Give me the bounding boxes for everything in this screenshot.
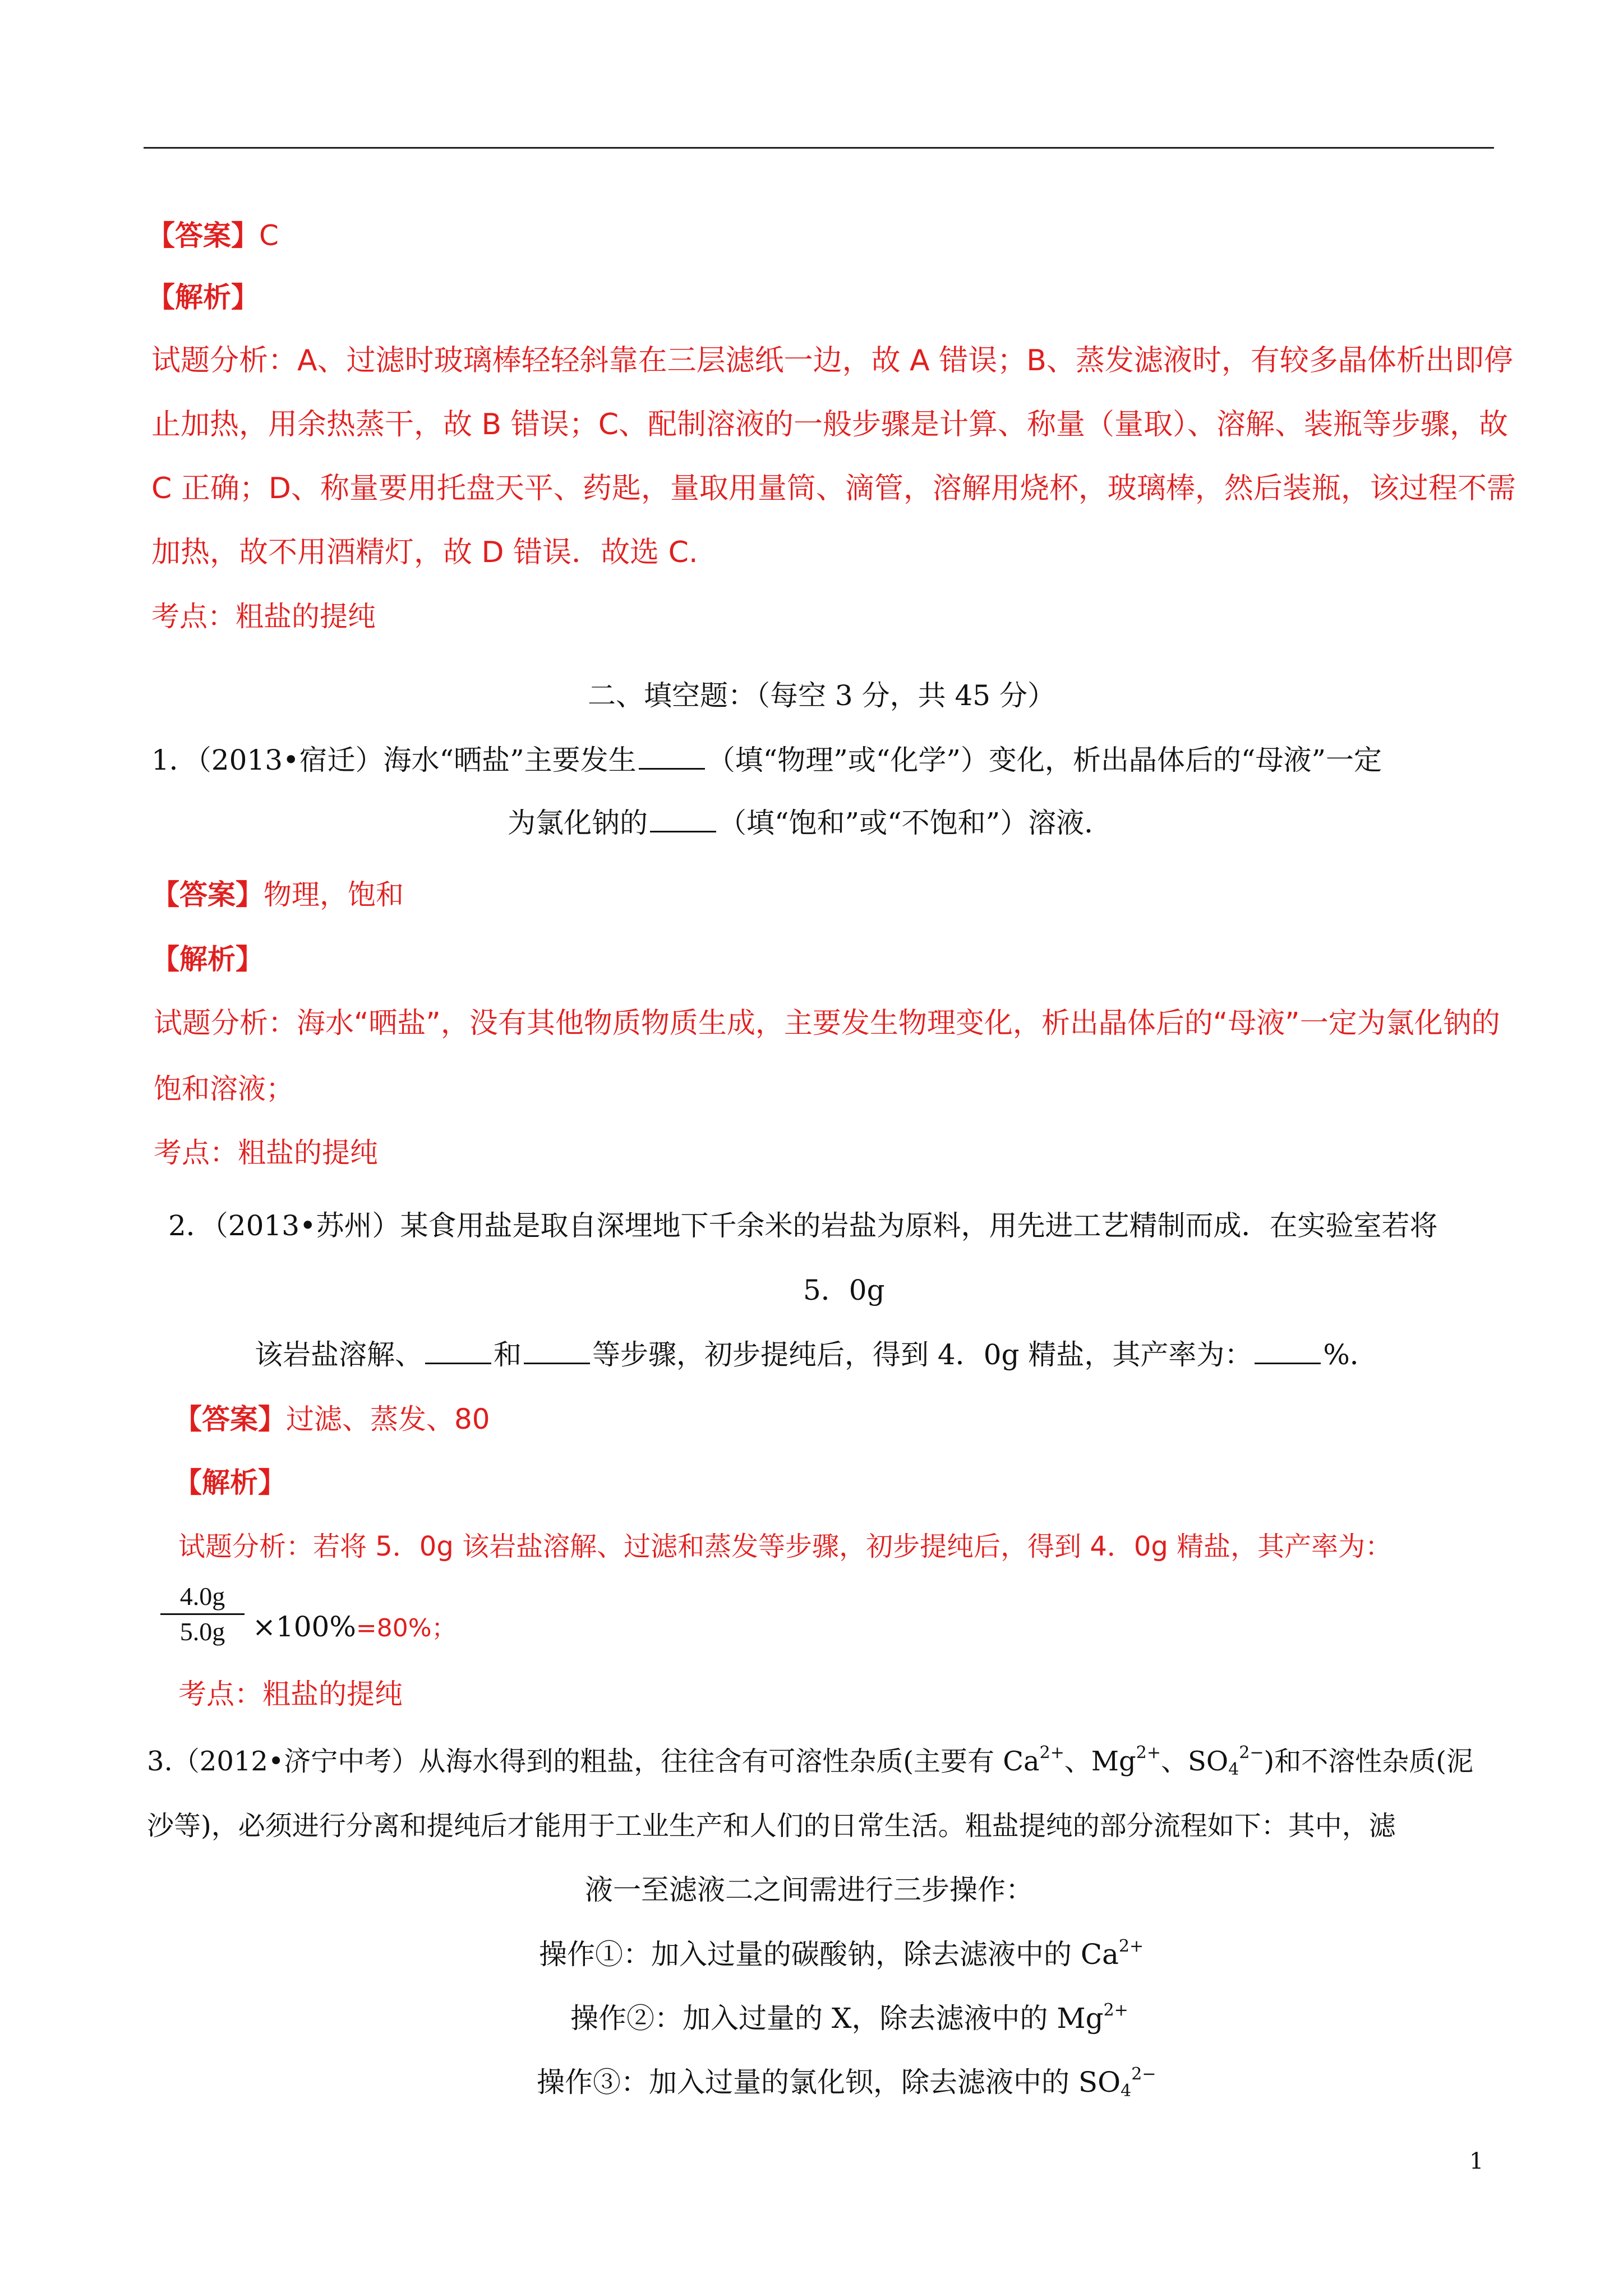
analysis-label: 【解析】	[147, 281, 259, 314]
analysis-line: 试题分析：海水“晒盐”，没有其他物质物质生成，主要发生物理变化，析出晶体后的“母液”一定为氯化钠的	[154, 1007, 1500, 1040]
answer-blank	[639, 746, 705, 770]
analysis-line: 止加热，用余热蒸干，故 B 错误；C、配制溶液的一般步骤是计算、称量（量取）、溶解、装瓶等步骤，故	[151, 408, 1509, 441]
question-2-line-3: 该岩盐溶解、 和 等步骤，初步提纯后，得到 4．0g 精盐，其产率为： %．	[255, 1338, 1378, 1371]
answer-line	[174, 1400, 490, 1439]
question-3-line-2: 沙等)，必须进行分离和提纯后才能用于工业生产和人们的日常生活。粗盐提纯的部分流程如下：其中，滤	[147, 1810, 1396, 1842]
analysis-label: 【解析】	[174, 1466, 286, 1499]
answer-label: 【答案】	[151, 878, 264, 911]
question-1-line-1: 1．（2013•宿迁）海水“晒盐”主要发生 （填“物理”或“化学”）变化，析出晶体后的“母液”一定	[151, 744, 1382, 776]
fraction-tail: ×100%=80%；	[252, 1611, 457, 1643]
question-1-line-2: 为氯化钠的 （填“饱和”或“不饱和”）溶液．	[508, 807, 1113, 839]
section-title: 二、填空题：（每空 3 分，共 45 分）	[588, 679, 1056, 712]
answer-label: 【答案】	[147, 219, 259, 252]
analysis-line: 试题分析：若将 5．0g 该岩盐溶解、过滤和蒸发等步骤，初步提纯后，得到 4．0g 精盐，其产率为：	[178, 1531, 1393, 1562]
analysis-line: 饱和溶液；	[154, 1073, 294, 1105]
analysis-line: C 正确；D、称量要用托盘天平、药匙，量取用量筒、滴管，溶解用烧杯，玻璃棒，然后装瓶，该过程不需	[151, 472, 1516, 505]
header-rule	[144, 147, 1494, 149]
fraction-numerator: 4.0g	[179, 1582, 225, 1611]
operation-2: 操作②：加入过量的 X，除去滤液中的 $Mg^{2+}$	[570, 2000, 1128, 2035]
question-2-line-1: 2．（2013•苏州）某食用盐是取自深埋地下千余米的岩盐为原料，用先进工艺精制而成．在实验室若将	[168, 1209, 1438, 1242]
answer-line	[151, 875, 404, 914]
operation-3: 操作③：加入过量的氯化钡，除去滤液中的 $SO_4^{2-}$	[537, 2064, 1156, 2101]
question-3-line-3: 液一至滤液二之间需进行三步操作：	[585, 1874, 1034, 1906]
question-3-line-1: 3.（2012•济宁中考）从海水得到的粗盐，往往含有可溶性杂质(主要有 $Ca^{2+}$、$Mg^{2+}$、$SO_4^{2-}$)和不溶性杂质(泥	[147, 1743, 1474, 1779]
analysis-line: 加热，故不用酒精灯，故 D 错误．故选 C.	[151, 536, 698, 569]
answer-blank	[425, 1340, 491, 1364]
answer-value: 物理，饱和	[264, 878, 404, 911]
answer-value: C	[259, 219, 279, 252]
fraction-denominator: 5.0g	[179, 1617, 225, 1646]
page-number: 1	[1469, 2148, 1484, 2174]
answer-label: 【答案】	[174, 1403, 286, 1435]
answer-blank	[650, 808, 716, 832]
fraction	[160, 1581, 245, 1648]
question-2-line-2: 5．0g	[803, 1274, 885, 1306]
answer-blank	[524, 1340, 590, 1364]
answer-value: 过滤、蒸发、80	[286, 1403, 490, 1435]
operation-1: 操作①：加入过量的碳酸钠，除去滤液中的 $Ca^{2+}$	[539, 1936, 1144, 1971]
kaodian-label: 考点：粗盐的提纯	[178, 1678, 403, 1710]
analysis-line: 试题分析：A、过滤时玻璃棒轻轻斜靠在三层滤纸一边，故 A 错误；B、蒸发滤液时，有较多晶体析出即停	[151, 344, 1513, 378]
answer-blank	[1255, 1340, 1321, 1364]
kaodian-label: 考点：粗盐的提纯	[154, 1137, 378, 1169]
kaodian-label: 考点：粗盐的提纯	[151, 600, 376, 633]
fraction-bar	[160, 1613, 245, 1615]
answer-line	[147, 216, 279, 255]
analysis-label: 【解析】	[151, 943, 264, 976]
